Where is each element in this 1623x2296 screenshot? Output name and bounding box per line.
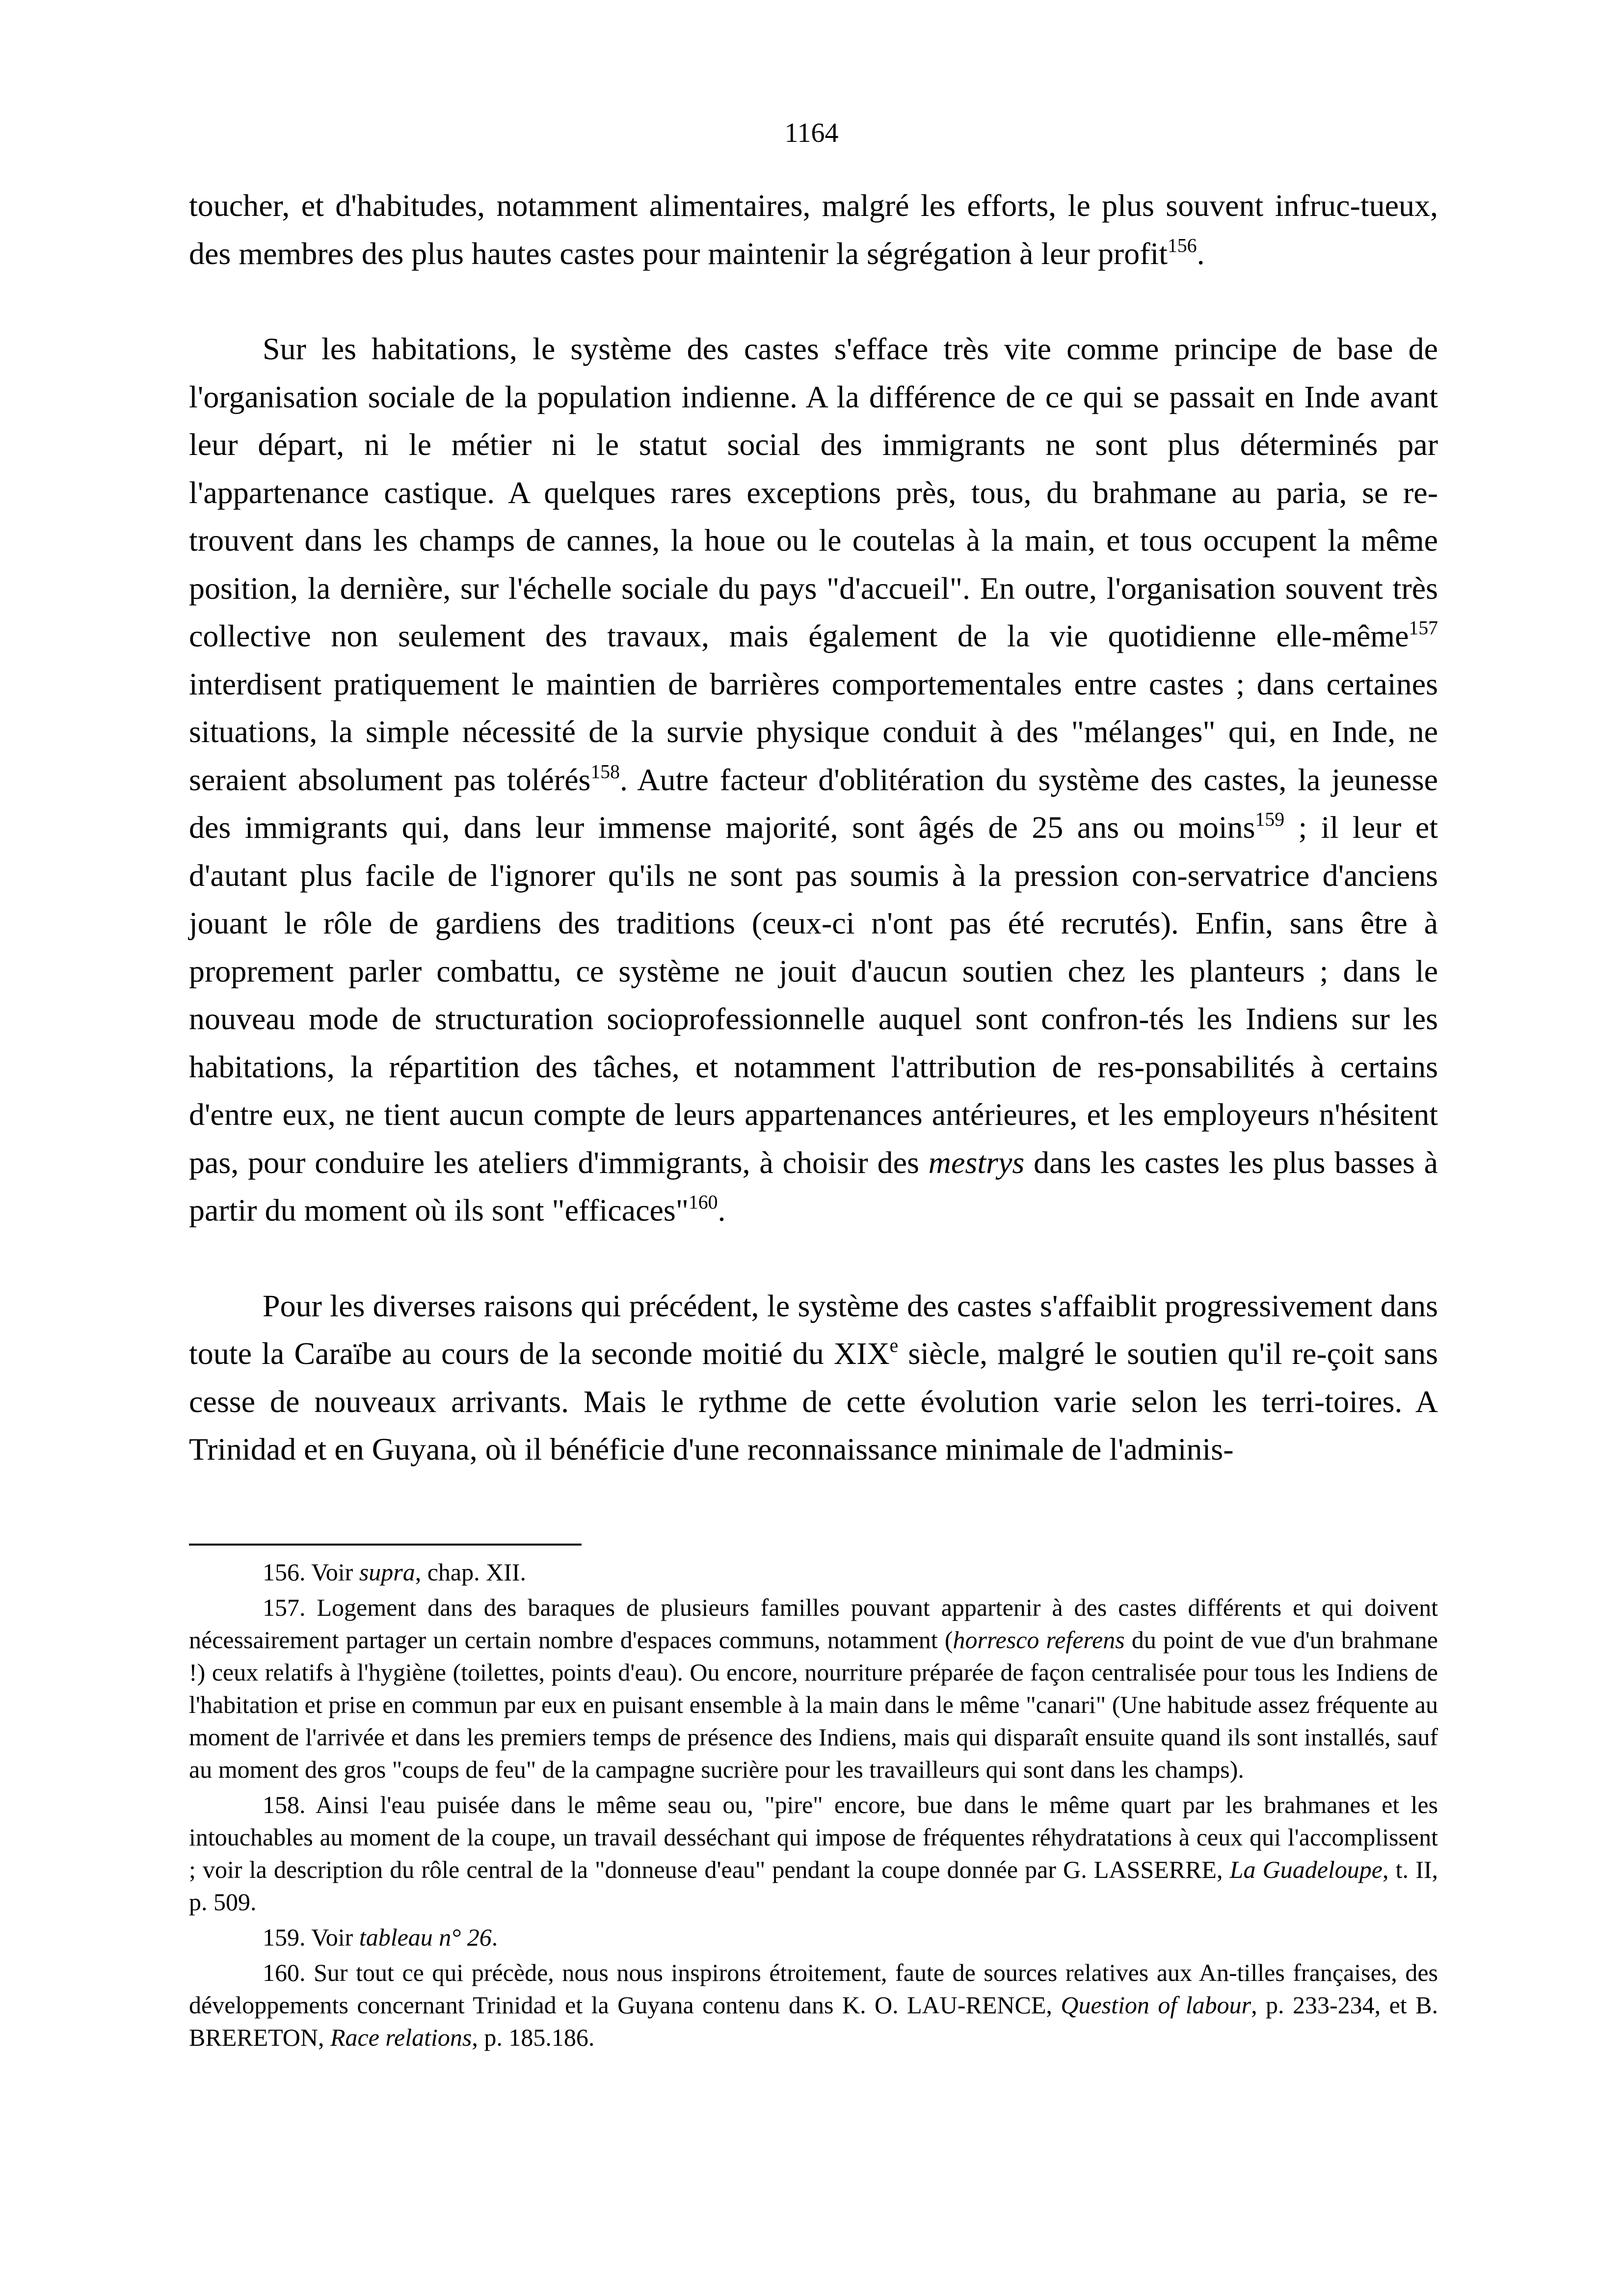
italic-text: La Guadeloupe bbox=[1229, 1856, 1383, 1883]
footnotes bbox=[189, 1556, 1438, 2056]
text-run: 158. Ainsi l'eau puisée dans le même seau ou, "pire" encore, bue dans le même quart par les brahmanes et les intouchables au moment de la coupe, un travail desséchant qui impose de fréquentes réhydratations à ceux qui l'accomplissent ; voir la description du rôle central de la "donneuse d'eau" pendant la coupe donnée par G. LASSERRE, bbox=[189, 1791, 1438, 1883]
text-run: dans les castes les plus basses à partir du moment où ils sont "efficaces" bbox=[189, 1145, 1438, 1228]
text-run: , chap. XII. bbox=[415, 1558, 527, 1586]
footnote-ref: 158 bbox=[590, 760, 620, 782]
page-number: 1164 bbox=[784, 118, 839, 148]
text-run: . bbox=[1197, 236, 1205, 271]
text-run: interdisent pratiquement le maintien de barrières comportementales entre castes ; dans certaines situations, la simple nécessité de la survie physique conduit à des "mélanges" qui, en Inde, ne seraient absolument pas tolérés bbox=[189, 666, 1438, 797]
text-run: Pour les diverses raisons qui précédent, le système des castes s'affaiblit progressivement dans toute la Caraïbe au cours de la seconde moitié du XIX bbox=[189, 1288, 1438, 1371]
italic-text: horresco referens bbox=[953, 1626, 1125, 1654]
text-run: du point de vue d'un brahmane !) ceux relatifs à l'hygiène (toilettes, points d'eau). Ou encore, nourriture préparée de façon centralisée pour tous les Indiens de l'habitation et prise en commun par eux en puisant ensemble à la main dans le même "canari" (Une habitude assez fréquente au moment de l'arrivée et dans les premiers temps de présence des Indiens, mais qui disparaît ensuite quand ils sont installés, sauf au moment des gros "coups de feu" de la campagne sucrière pour les travailleurs qui sont dans les champs). bbox=[189, 1626, 1438, 1783]
footnote bbox=[189, 1956, 1438, 2054]
text-run: ; il leur et d'autant plus facile de l'ignorer qu'ils ne sont pas soumis à la pression con-servatrice d'anciens jouant le rôle de gardiens des traditions (ceux-ci n'ont pas été recrutés). Enfin, sans être à proprement parler combattu, ce système ne jouit d'aucun soutien chez les planteurs ; dans le nouveau mode de structuration socioprofessionnelle auquel sont confron-tés les Indiens sur les habitations, la répartition des tâches, et notamment l'attribution de res-ponsabilités à certains d'entre eux, ne tient aucun compte de leurs appartenances antérieures, et les employeurs n'hésitent pas, pour conduire les ateliers d'immigrants, à choisir des bbox=[189, 810, 1438, 1180]
text-run: siècle, malgré le soutien qu'il re-çoit sans cesse de nouveaux arrivants. Mais le rythme de cette évolution varie selon les terri-toires. A Trinidad et en Guyana, où il bénéficie d'une reconnaissance minimale de l'adminis- bbox=[189, 1336, 1438, 1467]
footnote bbox=[189, 1921, 1438, 1953]
text-run: , p. 185.186. bbox=[472, 2024, 595, 2051]
footnote-ref: 159 bbox=[1255, 808, 1285, 830]
text-run: . bbox=[491, 1923, 498, 1951]
text-run: 159. Voir bbox=[263, 1923, 359, 1951]
text-run: toucher, et d'habitudes, notamment alimentaires, malgré les efforts, le plus souvent infruc-tueux, des membres des plus hautes castes pour maintenir la ségrégation à leur profit bbox=[189, 188, 1438, 271]
text-run: , p. 233-234, et B. BRERETON, bbox=[189, 1991, 1438, 2051]
text-run: . Autre facteur d'oblitération du système des castes, la jeunesse des immigrants qui, dans leur immense majorité, sont âgés de 25 ans ou moins bbox=[189, 762, 1438, 845]
text-run: 160. Sur tout ce qui précède, nous nous inspirons étroitement, faute de sources relatives aux An-tilles françaises, des développements concernant Trinidad et la Guyana contenu dans K. O. LAU-RENCE, bbox=[189, 1959, 1438, 2019]
text-run: , t. II, p. 509. bbox=[189, 1856, 1438, 1916]
footnote-ref: e bbox=[889, 1335, 899, 1357]
italic-text: mestrys bbox=[928, 1145, 1025, 1180]
body-paragraph bbox=[189, 325, 1438, 1234]
footnote-separator bbox=[189, 1544, 582, 1546]
text-run: Sur les habitations, le système des castes s'efface très vite comme principe de base de l'organisation sociale de la population indienne. A la différence de ce qui se passait en Inde avant leur départ, ni le métier ni le statut social des immigrants ne sont plus déterminés par l'appartenance castique. A quelques rares exceptions près, tous, du brahmane au paria, se re-trouvent dans les champs de cannes, la houe ou le coutelas à la main, et tous occupent la même position, la dernière, sur l'échelle sociale du pays "d'accueil". En outre, l'organisation souvent très collective non seulement des travaux, mais également de la vie quotidienne elle-même bbox=[189, 331, 1438, 653]
footnote-ref: 156 bbox=[1168, 234, 1197, 256]
footnote bbox=[189, 1591, 1438, 1786]
body-paragraph bbox=[189, 182, 1438, 277]
text-run: 157. Logement dans des baraques de plusieurs familles pouvant appartenir à des castes différents et qui doivent nécessairement partager un certain nombre d'espaces communs, notamment ( bbox=[189, 1594, 1438, 1654]
footnote bbox=[189, 1789, 1438, 1918]
footnote-ref: 157 bbox=[1409, 617, 1438, 639]
italic-text: tableau n° 26 bbox=[359, 1923, 492, 1951]
footnote-ref: 160 bbox=[688, 1191, 718, 1213]
italic-text: supra bbox=[359, 1558, 415, 1586]
italic-text: Question of labour bbox=[1061, 1991, 1251, 2019]
italic-text: Race relations bbox=[330, 2024, 472, 2051]
main-text bbox=[189, 182, 1438, 1473]
footnote bbox=[189, 1556, 1438, 1588]
text-run: 156. Voir bbox=[263, 1558, 359, 1586]
body-paragraph bbox=[189, 1282, 1438, 1473]
text-run: . bbox=[718, 1193, 726, 1228]
